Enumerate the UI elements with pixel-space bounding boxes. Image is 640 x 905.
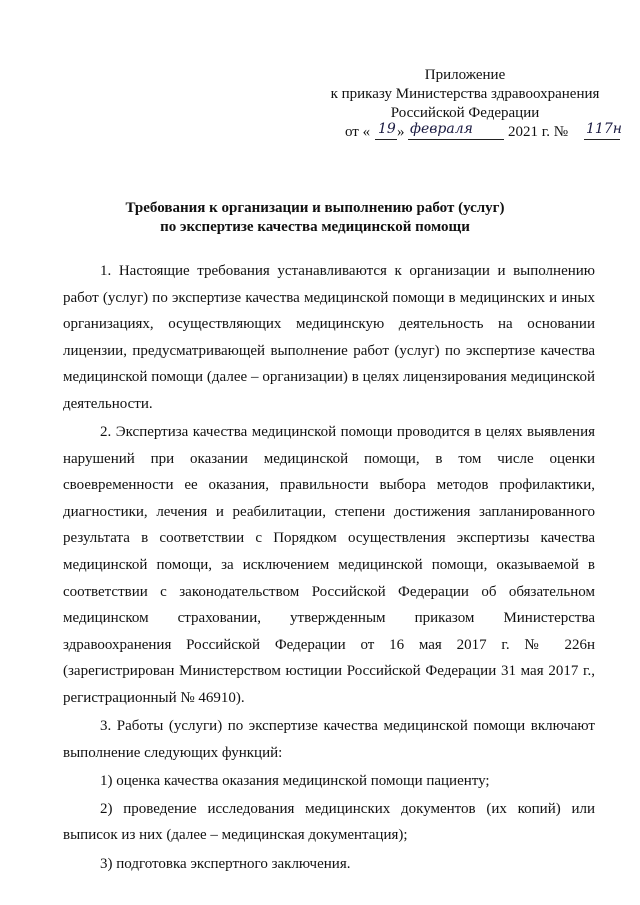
paragraph-3-item-3: 3) подготовка экспертного заключения. <box>100 855 351 872</box>
paragraph-3-item-2: 2) проведение исследования медицинских документов (их копий) или выписок из них (далее – медицинская документация); <box>63 800 595 844</box>
date-prefix: от « <box>345 124 371 140</box>
document-title <box>80 199 550 237</box>
paragraph-3-item-1: 1) оценка качества оказания медицинской помощи пациенту; <box>100 772 490 789</box>
handwritten-day: 19 <box>378 121 396 137</box>
paragraph-1: 1. Настоящие требования устанавливаются к организации и выполнению работ (услуг) по экспертизе качества медицинской помощи в медицинских и иных организациях, осуществляющих медицинскую деятельность на основании лицензии, предусматривающей выполнение работ (услуг) по экспертизе качества медицинской помощи (далее – организации) в целях лицензирования медицинской деятельности. <box>63 263 595 412</box>
paragraph-2: 2. Экспертиза качества медицинской помощи проводится в целях выявления нарушений при оказании медицинской помощи, в том числе оценки своевременности ее оказания, правильности выбора методов профилактики, диагностики, лечения и реабилитации, степени достижения запланированного результата в соответствии с Порядком осуществления экспертизы качества медицинской помощи, за исключением медицинской помощи, оказываемой в соответствии с законодательством Российской Федерации об обязательном медицинском страховании, утвержденным приказом Министерства здравоохранения Российской Федерации от 16 мая 2017 г. № 226н (зарегистрирован Министерством юстиции Российской Федерации 31 мая 2017 г., регистрационный № 46910). <box>63 424 595 706</box>
date-mid: » <box>397 124 405 140</box>
paragraph-3: 3. Работы (услуги) по экспертизе качества медицинской помощи включают выполнение следующих функций: <box>63 718 595 761</box>
handwritten-order-number: 117н <box>586 121 622 137</box>
appendix-header <box>300 66 630 143</box>
title-line-2: по экспертизе качества медицинской помощи <box>160 219 470 235</box>
year-and-number-label: 2021 г. № <box>508 124 569 140</box>
appendix-label: Приложение <box>424 67 506 83</box>
order-date-line <box>300 123 630 143</box>
document-body <box>63 258 595 879</box>
handwritten-month: февраля <box>410 121 473 137</box>
federation-name: Российской Федерации <box>390 105 540 121</box>
order-reference: к приказу Министерства здравоохранения <box>330 86 600 102</box>
title-line-1: Требования к организации и выполнению работ (услуг) <box>125 200 505 216</box>
